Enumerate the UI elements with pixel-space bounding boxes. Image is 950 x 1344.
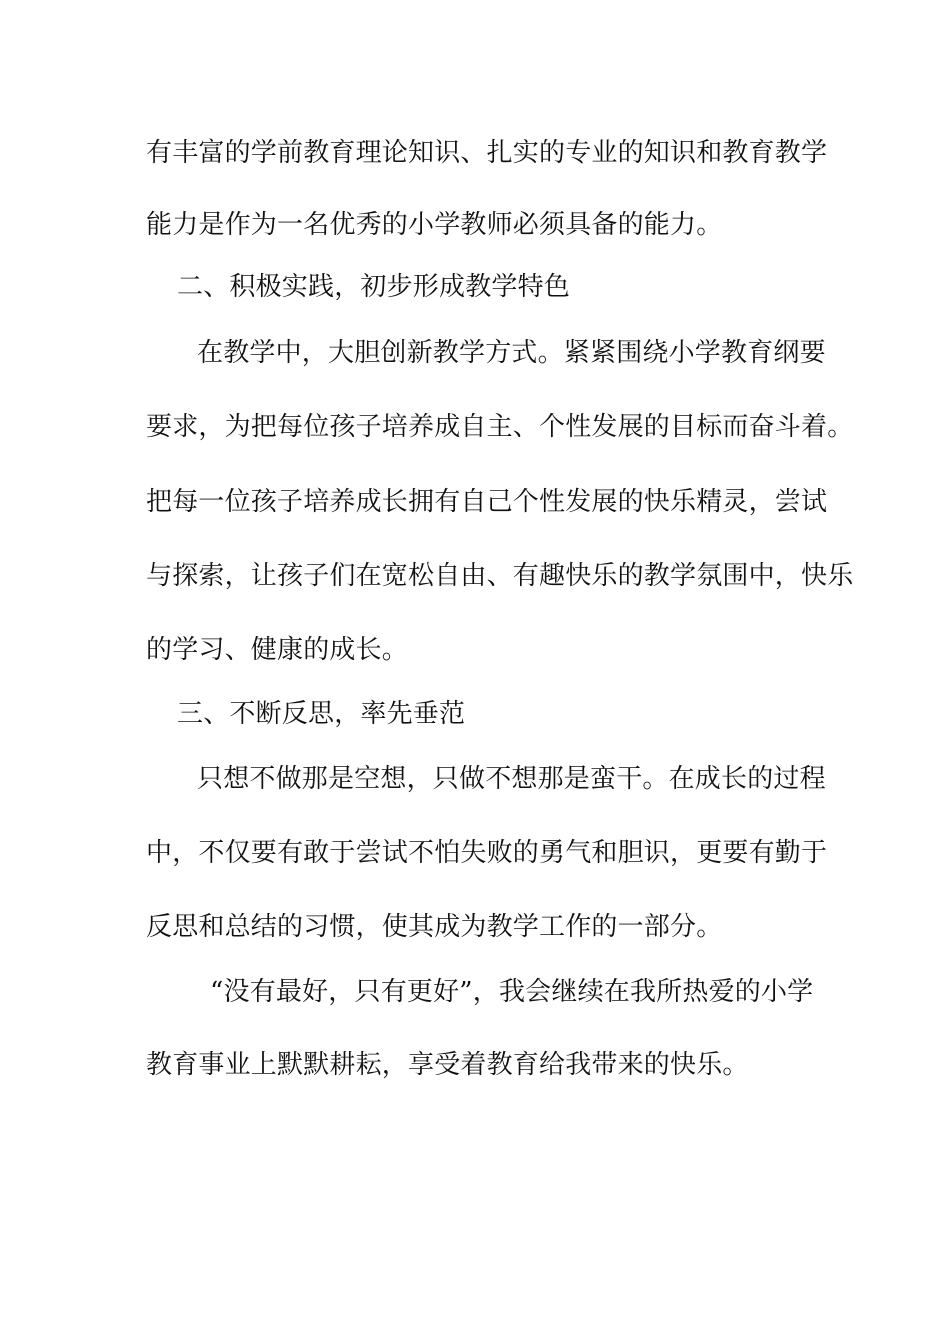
paragraph-line-10: 反思和总结的习惯，使其成为教学工作的一部分。 [146,912,723,942]
paragraph-line-5: 把每一位孩子培养成长拥有自己个性发展的快乐精灵，尝试 [146,487,828,517]
paragraph-line-11: “没有最好，只有更好”，我会继续在我所热爱的小学 [210,977,814,1007]
paragraph-line-2: 能力是作为一名优秀的小学教师必须具备的能力。 [146,210,723,240]
paragraph-line-3: 在教学中，大胆创新教学方式。紧紧围绕小学教育纲要 [197,338,826,368]
paragraph-line-6: 与探索，让孩子们在宽松自由、有趣快乐的教学氛围中，快乐 [146,561,854,591]
paragraph-line-7: 的学习、健康的成长。 [146,635,409,665]
paragraph-line-12: 教育事业上默默耕耘，享受着教育给我带来的快乐。 [146,1050,749,1080]
section-heading-2: 二、积极实践，初步形成教学特色 [177,272,571,302]
paragraph-line-9: 中，不仅要有敢于尝试不怕失败的勇气和胆识，更要有勤于 [146,838,828,868]
paragraph-line-1: 有丰富的学前教育理论知识、扎实的专业的知识和教育教学 [146,138,828,168]
paragraph-line-8: 只想不做那是空想，只做不想那是蛮干。在成长的过程 [197,764,826,794]
section-heading-3: 三、不断反思，率先垂范 [177,699,466,729]
paragraph-line-4: 要求，为把每位孩子培养成自主、个性发展的目标而奋斗着。 [146,412,854,442]
